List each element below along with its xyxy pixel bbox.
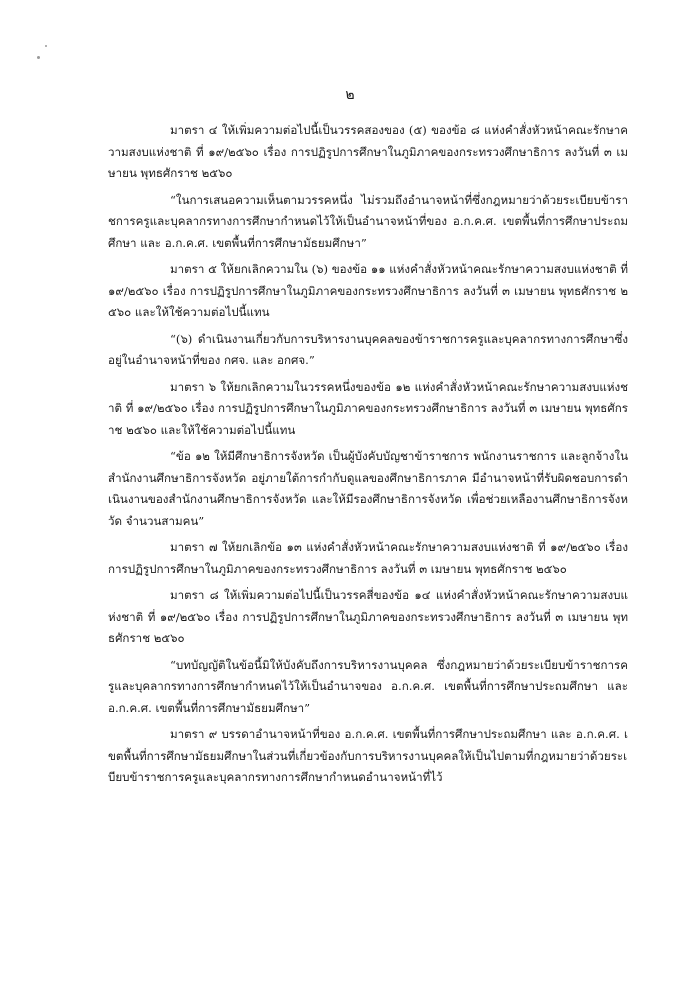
paragraph-section-5: มาตรา ๕ ให้ยกเลิกความใน (๖) ของข้อ ๑๑ แห่งคำสั่งหัวหน้าคณะรักษาความสงบแห่งชาติ ที่ ๑๙/๒๕๖๐ เรื่อง การปฏิรูปการศึกษาในภูมิภาคของกระทรวงศึกษาธิการ ลงวันที่ ๓ เมษายน พุทธศักราช ๒๕๖๐ และให้ใช้ความต่อไปนี้แทน xyxy=(108,262,628,319)
paragraph-section-4-quote: “ในการเสนอความเห็นตามวรรคหนึ่ง ไม่รวมถึงอำนาจหน้าที่ซึ่งกฎหมายว่าด้วยระเบียบข้าราชการครูและบุคลากรทางการศึกษากำหนดไว้ให้เป็นอำนาจหน้าที่ของ อ.ก.ค.ศ. เขตพื้นที่การศึกษาประถมศึกษา และ อ.ก.ค.ศ. เขตพื้นที่การศึกษามัธยมศึกษา” xyxy=(108,192,628,250)
paragraph-section-6: มาตรา ๖ ให้ยกเลิกความในวรรคหนึ่งของข้อ ๑๒ แห่งคำสั่งหัวหน้าคณะรักษาความสงบแห่งชาติ ที่ ๑๙/๒๕๖๐ เรื่อง การปฏิรูปการศึกษาในภูมิภาคของกระทรวงศึกษาธิการ ลงวันที่ ๓ เมษายน พุทธศักราช ๒๕๖๐ และให้ใช้ความต่อไปนี้แทน xyxy=(108,379,628,437)
paragraph-section-8-quote: “บทบัญญัติในข้อนี้มิให้บังคับถึงการบริหารงานบุคคล ซึ่งกฎหมายว่าด้วยระเบียบข้าราชการครูและบุคลากรทางการศึกษากำหนดไว้ให้เป็นอำนาจของ อ.ก.ค.ศ. เขตพื้นที่การศึกษาประถมศึกษา และ อ.ก.ค.ศ. เขตพื้นที่การศึกษามัธยมศึกษา” xyxy=(108,657,628,715)
scan-speck xyxy=(37,56,40,59)
document-body xyxy=(108,120,628,794)
paragraph-section-8: มาตรา ๘ ให้เพิ่มความต่อไปนี้เป็นวรรคสี่ของข้อ ๑๔ แห่งคำสั่งหัวหน้าคณะรักษาความสงบแห่งชาติ ที่ ๑๙/๒๕๖๐ เรื่อง การปฏิรูปการศึกษาในภูมิภาคของกระทรวงศึกษาธิการ ลงวันที่ ๓ เมษายน พุทธศักราช ๒๕๖๐ xyxy=(108,588,628,645)
paragraph-section-4: มาตรา ๔ ให้เพิ่มความต่อไปนี้เป็นวรรคสองของ (๕) ของข้อ ๘ แห่งคำสั่งหัวหน้าคณะรักษาความสงบแห่งชาติ ที่ ๑๙/๒๕๖๐ เรื่อง การปฏิรูปการศึกษาในภูมิภาคของกระทรวงศึกษาธิการ ลงวันที่ ๓ เมษายน พุทธศักราช ๒๕๖๐ xyxy=(108,123,628,180)
paragraph-section-5-quote: “(๖) ดำเนินงานเกี่ยวกับการบริหารงานบุคคลของข้าราชการครูและบุคลากรทางการศึกษาซึ่งอยู่ในอำนาจหน้าที่ของ กศจ. และ อกศจ.” xyxy=(108,331,628,367)
page-number: ๒ xyxy=(345,87,355,103)
paragraph-section-6-quote: “ข้อ ๑๒ ให้มีศึกษาธิการจังหวัด เป็นผู้บังคับบัญชาข้าราชการ พนักงานราชการ และลูกจ้างในสำนักงานศึกษาธิการจังหวัด อยู่ภายใต้การกำกับดูแลของศึกษาธิการภาค มีอำนาจหน้าที่รับผิดชอบการดำเนินงานของสำนักงานศึกษาธิการจังหวัด และให้มีรองศึกษาธิการจังหวัด เพื่อช่วยเหลืองานศึกษาธิการจังหวัด จำนวนสามคน” xyxy=(108,449,628,528)
paragraph-section-7: มาตรา ๗ ให้ยกเลิกข้อ ๑๓ แห่งคำสั่งหัวหน้าคณะรักษาความสงบแห่งชาติ ที่ ๑๙/๒๕๖๐ เรื่อง การปฏิรูปการศึกษาในภูมิภาคของกระทรวงศึกษาธิการ ลงวันที่ ๓ เมษายน พุทธศักราช ๒๕๖๐ xyxy=(108,540,628,576)
paragraph-section-9: มาตรา ๙ บรรดาอำนาจหน้าที่ของ อ.ก.ค.ศ. เขตพื้นที่การศึกษาประถมศึกษา และ อ.ก.ค.ศ. เขตพื้นที่การศึกษามัธยมศึกษาในส่วนที่เกี่ยวข้องกับการบริหารงานบุคคลให้เป็นไปตามที่กฎหมายว่าด้วยระเบียบข้าราชการครูและบุคลากรทางการศึกษากำหนดอำนาจหน้าที่ไว้ xyxy=(108,727,628,784)
scan-speck xyxy=(45,45,47,47)
